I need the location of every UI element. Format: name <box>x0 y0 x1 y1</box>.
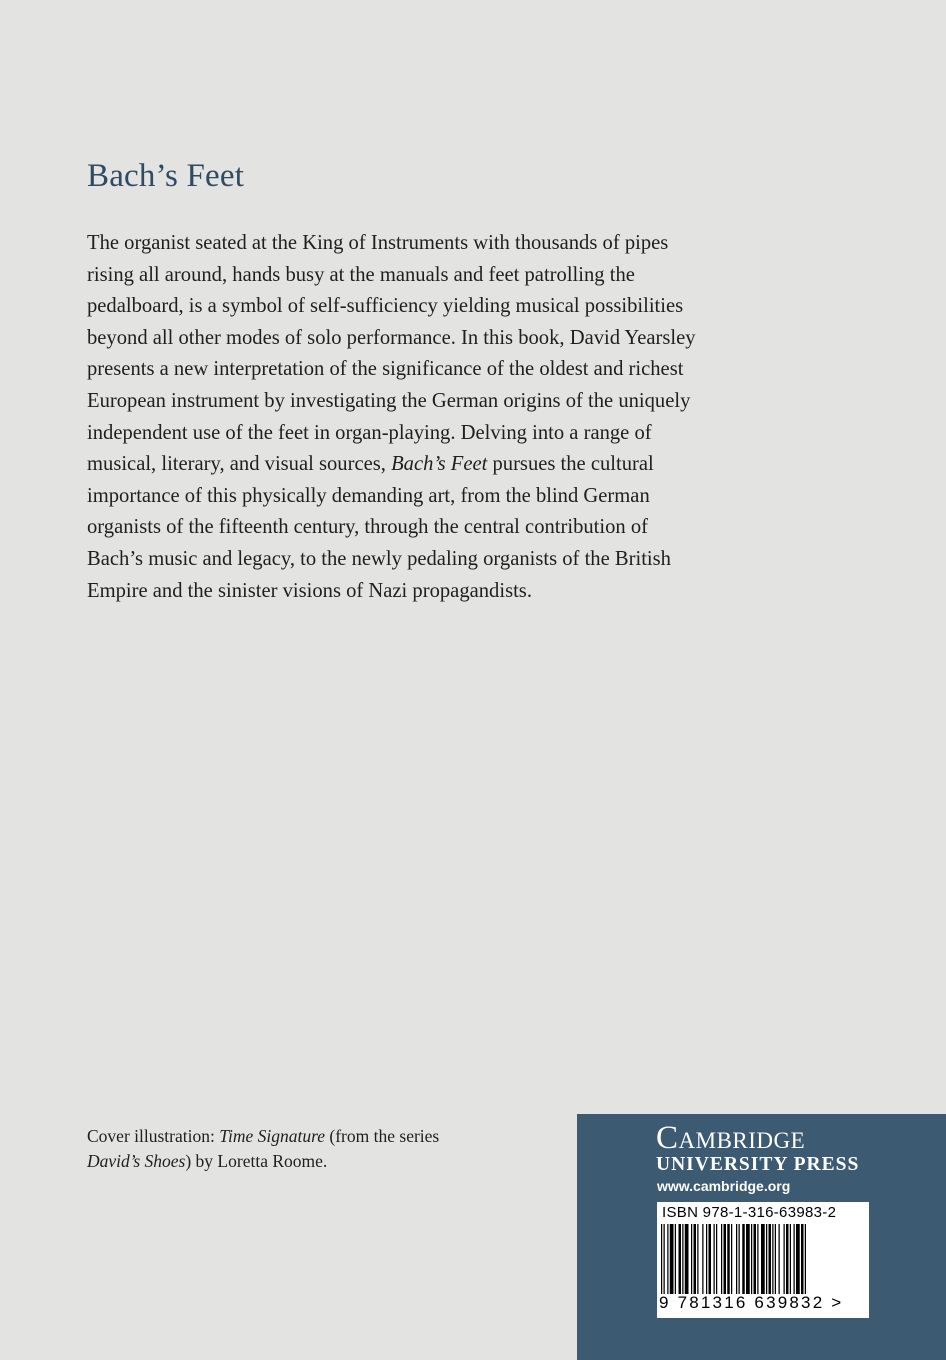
barcode-bar <box>697 1224 698 1294</box>
description-line <box>87 449 747 481</box>
description-line: presents a new interpretation of the significance of the oldest and richest <box>87 358 684 381</box>
description-text: pursues the cultural <box>487 453 654 476</box>
description-line: organists of the fifteenth century, through the central contribution of <box>87 516 649 539</box>
publisher-name: Cambridge <box>656 1120 806 1156</box>
credit-prefix: Cover illustration: <box>87 1126 220 1146</box>
barcode-bar <box>714 1224 715 1294</box>
barcode-bars <box>661 1224 865 1294</box>
barcode-bar <box>794 1224 795 1294</box>
barcode-bar <box>724 1224 727 1294</box>
barcode-bar <box>679 1224 682 1294</box>
barcode-bar <box>769 1224 772 1294</box>
description-line: importance of this physically demanding art, from the blind German <box>87 484 650 507</box>
publisher-subtitle: UNIVERSITY PRESS <box>656 1154 860 1175</box>
barcode-bar <box>736 1224 737 1294</box>
description-line: pedalboard, is a symbol of self-sufficiency yielding musical possibilities <box>87 295 684 318</box>
barcode-bar <box>761 1224 765 1294</box>
barcode-bar <box>786 1224 789 1294</box>
barcode-bar <box>784 1224 785 1294</box>
description-line: beyond all other modes of solo performance. In this book, David Yearsley <box>87 326 696 349</box>
description-line: Empire and the sinister visions of Nazi propagandists. <box>87 579 532 602</box>
description-text: musical, literary, and visual sources, <box>87 453 392 476</box>
barcode-bar <box>775 1224 776 1294</box>
barcode-bar <box>702 1224 703 1294</box>
barcode-bar <box>796 1224 800 1294</box>
description-line: rising all around, hands busy at the manuals and feet patrolling the <box>87 263 635 286</box>
credit-artwork-title: Time Signature <box>219 1126 326 1146</box>
barcode-digits: 9 781316 639832 > <box>659 1293 844 1312</box>
credit-line-1 <box>87 1124 439 1149</box>
book-description <box>87 228 747 607</box>
barcode-box <box>657 1202 869 1318</box>
barcode-bar <box>709 1224 712 1294</box>
description-line: Bach’s music and legacy, to the newly pedaling organists of the British <box>87 547 671 570</box>
barcode-bar <box>675 1224 676 1294</box>
barcode-bar <box>746 1224 750 1294</box>
cover-credit <box>87 1124 439 1174</box>
barcode-bar <box>779 1224 780 1294</box>
barcode-bar <box>721 1224 722 1294</box>
barcode-bar <box>664 1224 665 1294</box>
credit-line-2 <box>87 1149 439 1174</box>
credit-suffix: (from the series <box>325 1126 440 1146</box>
barcode-bar <box>751 1224 752 1294</box>
barcode-bar <box>682 1224 683 1294</box>
barcode-bar <box>790 1224 791 1294</box>
barcode-bar <box>805 1224 806 1294</box>
barcode-bar <box>694 1224 697 1294</box>
barcode-bar <box>716 1224 717 1294</box>
publisher-panel <box>577 1114 946 1360</box>
isbn-label: ISBN 978-1-316-63983-2 <box>662 1204 837 1221</box>
barcode-bar <box>731 1224 732 1294</box>
barcode-bar <box>754 1224 757 1294</box>
credit-series-title: David’s Shoes <box>87 1151 186 1171</box>
barcode-bar <box>661 1224 662 1294</box>
barcode-bar <box>772 1224 773 1294</box>
barcode-bar <box>685 1224 689 1294</box>
description-line: The organist seated at the King of Instruments with thousands of pipes <box>87 232 669 254</box>
barcode-bar <box>801 1224 804 1294</box>
description-title-italic: Bach’s Feet <box>391 453 488 476</box>
book-title: Bach’s Feet <box>87 158 245 194</box>
description-line: European instrument by investigating the German origins of the uniquely <box>87 389 691 412</box>
barcode-bar <box>742 1224 745 1294</box>
credit-artist: ) by Loretta Roome. <box>185 1151 328 1171</box>
barcode-bar <box>727 1224 730 1294</box>
barcode-bar <box>670 1224 674 1294</box>
description-line: independent use of the feet in organ-playing. Delving into a range of <box>87 421 652 444</box>
barcode-bar <box>706 1224 707 1294</box>
barcode-bar <box>739 1224 740 1294</box>
publisher-website: www.cambridge.org <box>657 1178 791 1194</box>
barcode-bar <box>667 1224 668 1294</box>
barcode-bar <box>691 1224 692 1294</box>
barcode-bar <box>766 1224 767 1294</box>
barcode-bar <box>757 1224 758 1294</box>
